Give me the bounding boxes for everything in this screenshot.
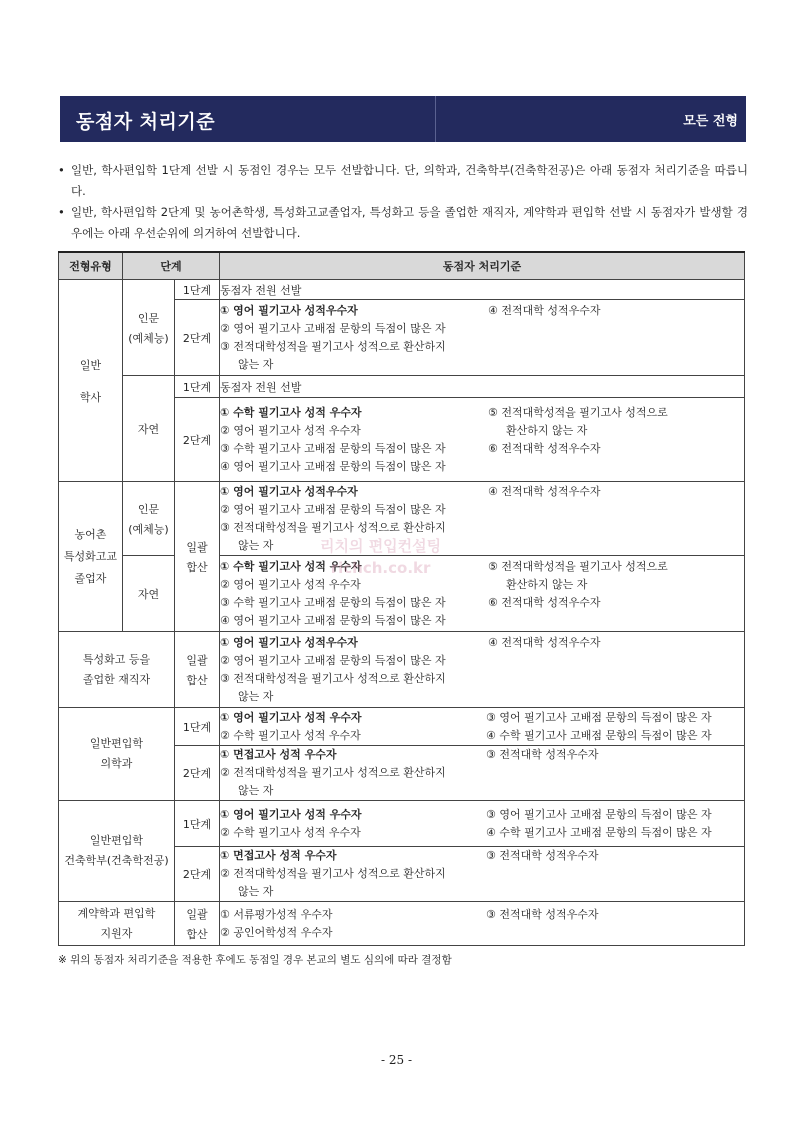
stage-cell: 2단계 — [175, 398, 220, 482]
criteria-cell — [220, 482, 745, 556]
criteria-text: ④ 전적대학 성적우수자 — [488, 635, 601, 649]
criteria-text: ② 영어 필기고사 고배점 문항의 득점이 많은 자 — [220, 321, 446, 335]
criteria-text: ① 영어 필기고사 성적우수자 — [220, 303, 358, 317]
header-type: 전형유형 — [59, 252, 123, 280]
criteria-text: ① 영어 필기고사 성적우수자 — [220, 484, 358, 498]
table-row — [59, 376, 745, 398]
criteria-text: ③ 영어 필기고사 고배점 문항의 득점이 많은 자 — [486, 807, 712, 821]
type-label: 계약학과 편입학 — [77, 906, 156, 920]
criteria-text: 않는 자 — [238, 538, 274, 552]
stage-label: 합산 — [186, 927, 208, 941]
table-row — [59, 902, 745, 946]
criteria-text: ② 영어 필기고사 성적 우수자 — [220, 423, 361, 437]
stage-cell: 2단계 — [175, 847, 220, 902]
header-stage: 단계 — [123, 252, 220, 280]
bullet-item: • 일반, 학사편입학 1단계 선발 시 동점인 경우는 모두 선발합니다. 단, 의학과, 건축학부(건축학전공)은 아래 동점자 처리기준을 따릅니다. — [58, 160, 748, 202]
criteria-text: 환산하지 않는 자 — [506, 423, 588, 437]
track-humanities — [123, 482, 175, 556]
type-worker — [59, 632, 175, 708]
section-header — [60, 96, 746, 142]
stage-label: 일괄 — [186, 653, 208, 667]
stage-label: 일괄 — [186, 540, 208, 554]
table-row — [59, 632, 745, 708]
type-label: 일반편입학 — [89, 834, 144, 847]
criteria-cell — [220, 902, 745, 946]
criteria-text: ③ 영어 필기고사 고배점 문항의 득점이 많은 자 — [486, 710, 712, 724]
type-architecture — [59, 801, 175, 902]
criteria-text: ③ 전적대학성적을 필기고사 성적으로 환산하지 — [220, 520, 446, 534]
type-rural — [59, 482, 123, 632]
type-label: 일반편입학 — [89, 737, 144, 750]
watermark-text: richch.co.kr — [330, 559, 431, 577]
stage-cell: 1단계 — [175, 280, 220, 300]
criteria-text: ① 수학 필기고사 성적 우수자 — [220, 559, 362, 573]
criteria-text: ② 영어 필기고사 고배점 문항의 득점이 많은 자 — [220, 653, 446, 667]
criteria-text: ② 영어 필기고사 성적 우수자 — [220, 577, 361, 591]
stage-cell — [175, 632, 220, 708]
header-criteria: 동점자 처리기준 — [220, 252, 745, 280]
criteria-cell — [220, 280, 745, 300]
stage-cell: 2단계 — [175, 746, 220, 801]
type-label: 지원자 — [100, 926, 133, 940]
criteria-text: ③ 전적대학 성적우수자 — [486, 849, 599, 862]
criteria-cell — [220, 398, 745, 482]
criteria-text: ③ 전적대학 성적우수자 — [486, 907, 599, 921]
criteria-text: ① 서류평가성적 우수자 — [220, 907, 333, 921]
stage-label: 합산 — [186, 560, 208, 574]
criteria-cell — [220, 801, 745, 847]
criteria-cell — [220, 556, 745, 632]
watermark-text: 리치의 편입컨설팅 — [320, 537, 442, 555]
track-natural: 자연 — [123, 556, 175, 632]
criteria-text: 않는 자 — [238, 784, 274, 797]
page-number: - 25 - — [380, 1053, 412, 1067]
criteria-text: ④ 수학 필기고사 고배점 문항의 득점이 많은 자 — [486, 728, 712, 742]
criteria-text: ⑤ 전적대학성적을 필기고사 성적으로 — [488, 559, 668, 573]
tiebreak-table — [58, 251, 745, 946]
type-label: 졸업자 — [74, 571, 107, 585]
stage-cell: 1단계 — [175, 376, 220, 398]
criteria-text: ① 면접고사 성적 우수자 — [220, 849, 337, 862]
criteria-cell — [220, 746, 745, 801]
criteria-text: ① 영어 필기고사 성적우수자 — [220, 635, 358, 649]
criteria-cell — [220, 847, 745, 902]
criteria-text: ① 수학 필기고사 성적 우수자 — [220, 405, 362, 419]
criteria-text: ① 면접고사 성적 우수자 — [220, 748, 337, 761]
criteria-cell — [220, 708, 745, 746]
criteria-cell — [220, 376, 745, 398]
criteria-text: ④ 영어 필기고사 고배점 문항의 득점이 많은 자 — [220, 459, 446, 473]
criteria-text: ② 수학 필기고사 성적 우수자 — [220, 728, 361, 742]
type-label: 건축학부(건축학전공) — [64, 854, 169, 867]
type-medical — [59, 708, 175, 801]
criteria-text: 않는 자 — [238, 689, 274, 703]
criteria-text: ③ 전적대학성적을 필기고사 성적으로 환산하지 — [220, 339, 446, 353]
criteria-text: ⑥ 전적대학 성적우수자 — [488, 595, 601, 609]
track-label: 인문 — [137, 502, 160, 516]
criteria-text: ⑥ 전적대학 성적우수자 — [488, 441, 601, 455]
table-row — [59, 708, 745, 746]
criteria-text: ④ 수학 필기고사 고배점 문항의 득점이 많은 자 — [486, 825, 712, 839]
section-title: 동점자 처리기준 — [76, 111, 216, 133]
criteria-text: ② 수학 필기고사 성적 우수자 — [220, 825, 361, 839]
bullet-item: • 일반, 학사편입학 2단계 및 농어촌학생, 특성화고교졸업자, 특성화고 등을 졸업한 재직자, 계약학과 편입학 선발 시 동점자가 발생할 경우에는 아래 우선순위에 의거하여 선발합니다. — [58, 202, 748, 244]
type-label: 특성화고 등을 — [82, 652, 151, 666]
criteria-text: ② 영어 필기고사 고배점 문항의 득점이 많은 자 — [220, 502, 446, 516]
criteria-text: ④ 전적대학 성적우수자 — [488, 303, 601, 317]
criteria-text: 동점자 전원 선발 — [220, 380, 302, 394]
type-label: 농어촌 — [74, 527, 107, 541]
criteria-text: ③ 전적대학성적을 필기고사 성적으로 환산하지 — [220, 671, 446, 685]
section-category: 모든 전형 — [683, 114, 738, 129]
table-row — [59, 801, 745, 847]
stage-label: 합산 — [186, 673, 208, 687]
stage-cell: 1단계 — [175, 708, 220, 746]
stage-cell — [175, 902, 220, 946]
criteria-text: 않는 자 — [238, 885, 274, 898]
criteria-text: ① 영어 필기고사 성적 우수자 — [220, 710, 362, 724]
criteria-text: ⑤ 전적대학성적을 필기고사 성적으로 — [488, 405, 668, 419]
criteria-text: 않는 자 — [238, 357, 274, 371]
stage-cell: 1단계 — [175, 801, 220, 847]
criteria-text: ③ 수학 필기고사 고배점 문항의 득점이 많은 자 — [220, 595, 446, 609]
criteria-text: 환산하지 않는 자 — [506, 577, 588, 591]
criteria-text: ③ 수학 필기고사 고배점 문항의 득점이 많은 자 — [220, 441, 446, 455]
stage-cell: 2단계 — [175, 300, 220, 376]
track-label: (예체능) — [128, 522, 169, 536]
stage-label: 일괄 — [186, 907, 208, 921]
track-label: (예체능) — [128, 331, 169, 345]
header-divider — [435, 96, 436, 142]
criteria-text: 동점자 전원 선발 — [220, 283, 302, 297]
stage-cell — [175, 482, 220, 632]
type-label: 학사 — [79, 390, 102, 404]
track-natural: 자연 — [123, 376, 175, 482]
type-label: 의학과 — [100, 757, 133, 770]
criteria-text: ④ 영어 필기고사 고배점 문항의 득점이 많은 자 — [220, 613, 446, 627]
footnote: ※ 위의 동점자 처리기준을 적용한 후에도 동점일 경우 본교의 별도 심의에 따라 결정함 — [58, 954, 452, 966]
criteria-text: ④ 전적대학 성적우수자 — [488, 484, 601, 498]
criteria-text: ② 전적대학성적을 필기고사 성적으로 환산하지 — [220, 766, 446, 779]
criteria-text: ③ 전적대학 성적우수자 — [486, 748, 599, 761]
type-contract — [59, 902, 175, 946]
track-humanities — [123, 280, 175, 376]
track-label: 인문 — [137, 311, 160, 325]
criteria-text: ① 영어 필기고사 성적 우수자 — [220, 807, 362, 821]
table-header-row — [59, 252, 745, 280]
table-row — [59, 280, 745, 300]
criteria-cell — [220, 632, 745, 708]
watermark — [320, 535, 441, 579]
type-label: 졸업한 재직자 — [82, 672, 151, 686]
criteria-text: ② 전적대학성적을 필기고사 성적으로 환산하지 — [220, 867, 446, 880]
bullet-list — [58, 160, 748, 244]
criteria-text: ② 공인어학성적 우수자 — [220, 925, 333, 939]
type-general — [59, 280, 123, 482]
type-label: 특성화고교 — [63, 549, 118, 563]
criteria-cell — [220, 300, 745, 376]
type-label: 일반 — [79, 358, 102, 372]
